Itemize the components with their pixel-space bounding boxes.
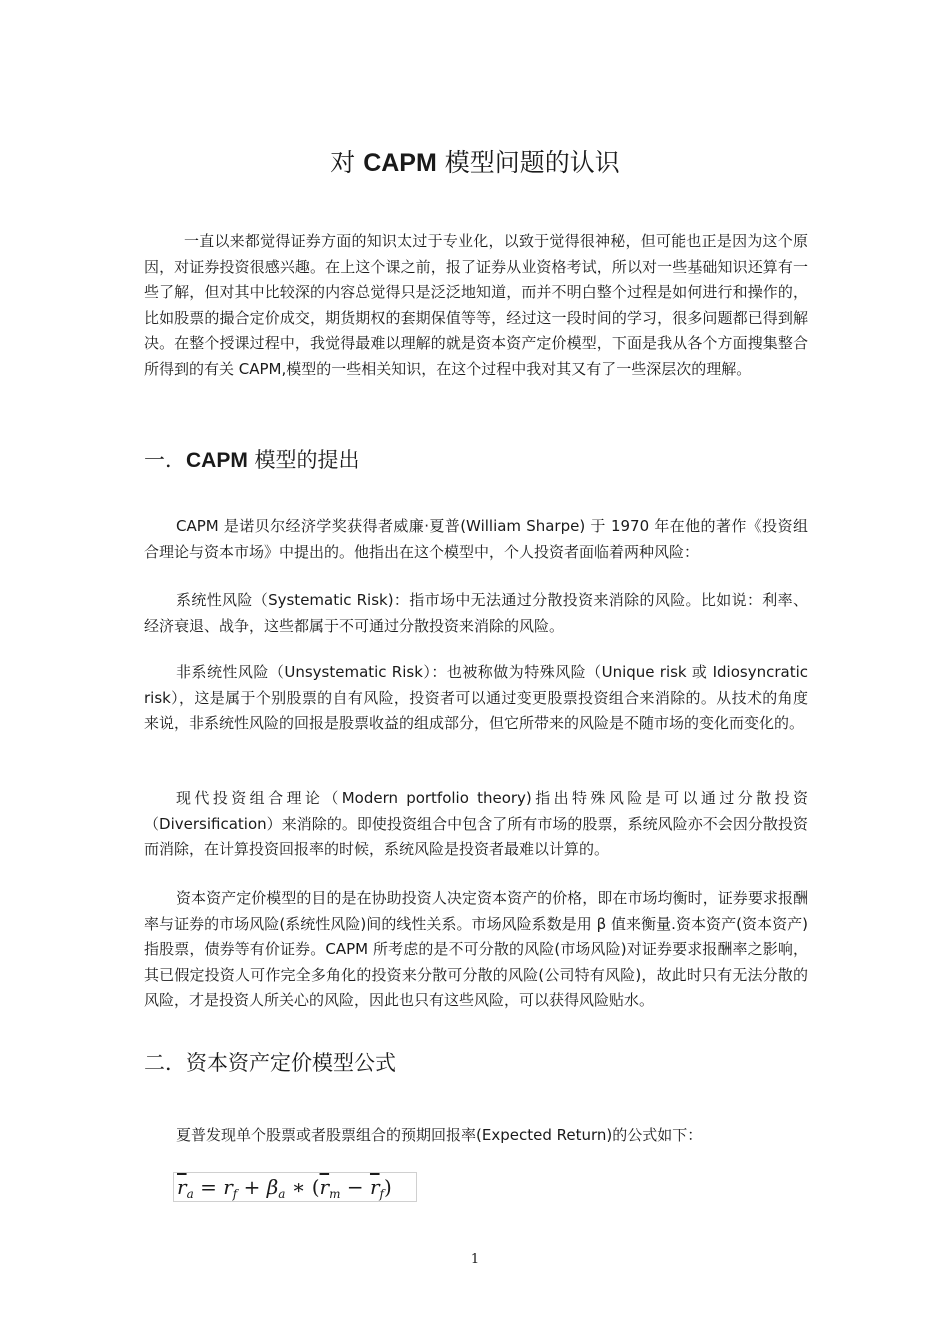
formula-beta: β bbox=[266, 1175, 279, 1199]
section1-paragraph: CAPM 是诺贝尔经济学奖获得者威廉·夏普(William Sharpe) 于 1970 年在他的著作《投资组合理论与资本市场》中提出的。他指出在这个模型中，个人投资者面临着两种风险： bbox=[144, 517, 808, 561]
formula-r: r bbox=[223, 1175, 233, 1199]
formula-sub: f bbox=[232, 1187, 238, 1201]
capm-formula bbox=[173, 1172, 417, 1202]
section1-paragraph: 系统性风险（Systematic Risk)：指市场中无法通过分散投资来消除的风险。比如说：利率、经济衰退、战争，这些都属于不可通过分散投资来消除的风险。 bbox=[144, 591, 808, 635]
section2-paragraph: 夏普发现单个股票或者股票组合的预期回报率(Expected Return)的公式如下： bbox=[176, 1126, 703, 1144]
title-suffix: 模型问题的认识 bbox=[436, 148, 620, 177]
formula-sub: m bbox=[329, 1187, 341, 1201]
section1-heading-suffix: 模型的提出 bbox=[247, 448, 360, 472]
formula-r: $\overline{r}$ bbox=[319, 1175, 330, 1199]
formula-sub: a bbox=[278, 1187, 286, 1201]
formula-r: $\overline{r}$ bbox=[369, 1175, 380, 1199]
title-bold: CAPM bbox=[363, 149, 437, 177]
title-prefix: 对 bbox=[330, 148, 364, 177]
formula-r: $\overline{r}$ bbox=[177, 1175, 187, 1199]
formula-op: ∗ ( bbox=[285, 1175, 320, 1199]
section1-heading bbox=[144, 445, 360, 476]
formula-sub: f bbox=[379, 1187, 384, 1201]
formula-sub: a bbox=[186, 1187, 194, 1201]
section2-heading: 二．资本资产定价模型公式 bbox=[144, 1051, 396, 1075]
document-title bbox=[0, 146, 950, 180]
section1-heading-prefix: 一． bbox=[144, 448, 186, 472]
formula-op: − bbox=[340, 1175, 370, 1199]
intro-paragraph: 一直以来都觉得证券方面的知识太过于专业化，以致于觉得很神秘，但可能也正是因为这个原因，对证券投资很感兴趣。在上这个课之前，报了证券从业资格考试，所以对一些基础知识还算有一些了解，但对其中比较深的内容总觉得只是泛泛地知道，而并不明白整个过程是如何进行和操作的，比如股票的撮合定价成交，期货期权的套期保值等等，经过这一段时间的学习，很多问题都已得到解决。在整个授课过程中，我觉得最难以理解的就是资本资产定价模型，下面是我从各个方面搜集整合所得到的有关 CAPM,模型的一些相关知识，在这个过程中我对其又有了一些深层次的理解。 bbox=[144, 232, 808, 378]
section1-paragraph: 资本资产定价模型的目的是在协助投资人决定资本资产的价格，即在市场均衡时，证券要求报酬率与证券的市场风险(系统性风险)间的线性关系。市场风险系数是用 β 值来衡量.资本资产(资本资产)指股票，债券等有价证券。CAPM 所考虑的是不可分散的风险(市场风险)对证券要求报酬率之影响，其已假定投资人可作完全多角化的投资来分散可分散的风险(公司特有风险)，故此时只有无法分散的风险，才是投资人所关心的风险，因此也只有这些风险，可以获得风险贴水。 bbox=[144, 889, 808, 1009]
section1-heading-bold: CAPM bbox=[186, 449, 248, 472]
page-number: 1 bbox=[470, 1252, 480, 1267]
formula-op: ) bbox=[384, 1175, 392, 1199]
formula-op: = bbox=[193, 1175, 224, 1199]
section1-paragraph: 非系统性风险（Unsystematic Risk）：也被称做为特殊风险（Unique risk 或 Idiosyncratic risk），这是属于个别股票的自有风险，投资者可以通过变更股票投资组合来消除的。从技术的角度来说，非系统性风险的回报是股票收益的组成部分，但它所带来的风险是不随市场的变化而变化的。 bbox=[144, 663, 808, 732]
formula-op: + bbox=[237, 1175, 267, 1199]
section1-paragraph: 现代投资组合理论（Modern portfolio theory)指出特殊风险是可以通过分散投资（Diversification）来消除的。即使投资组合中包含了所有市场的股票，系统风险亦不会因分散投资而消除，在计算投资回报率的时候，系统风险是投资者最难以计算的。 bbox=[144, 789, 808, 858]
